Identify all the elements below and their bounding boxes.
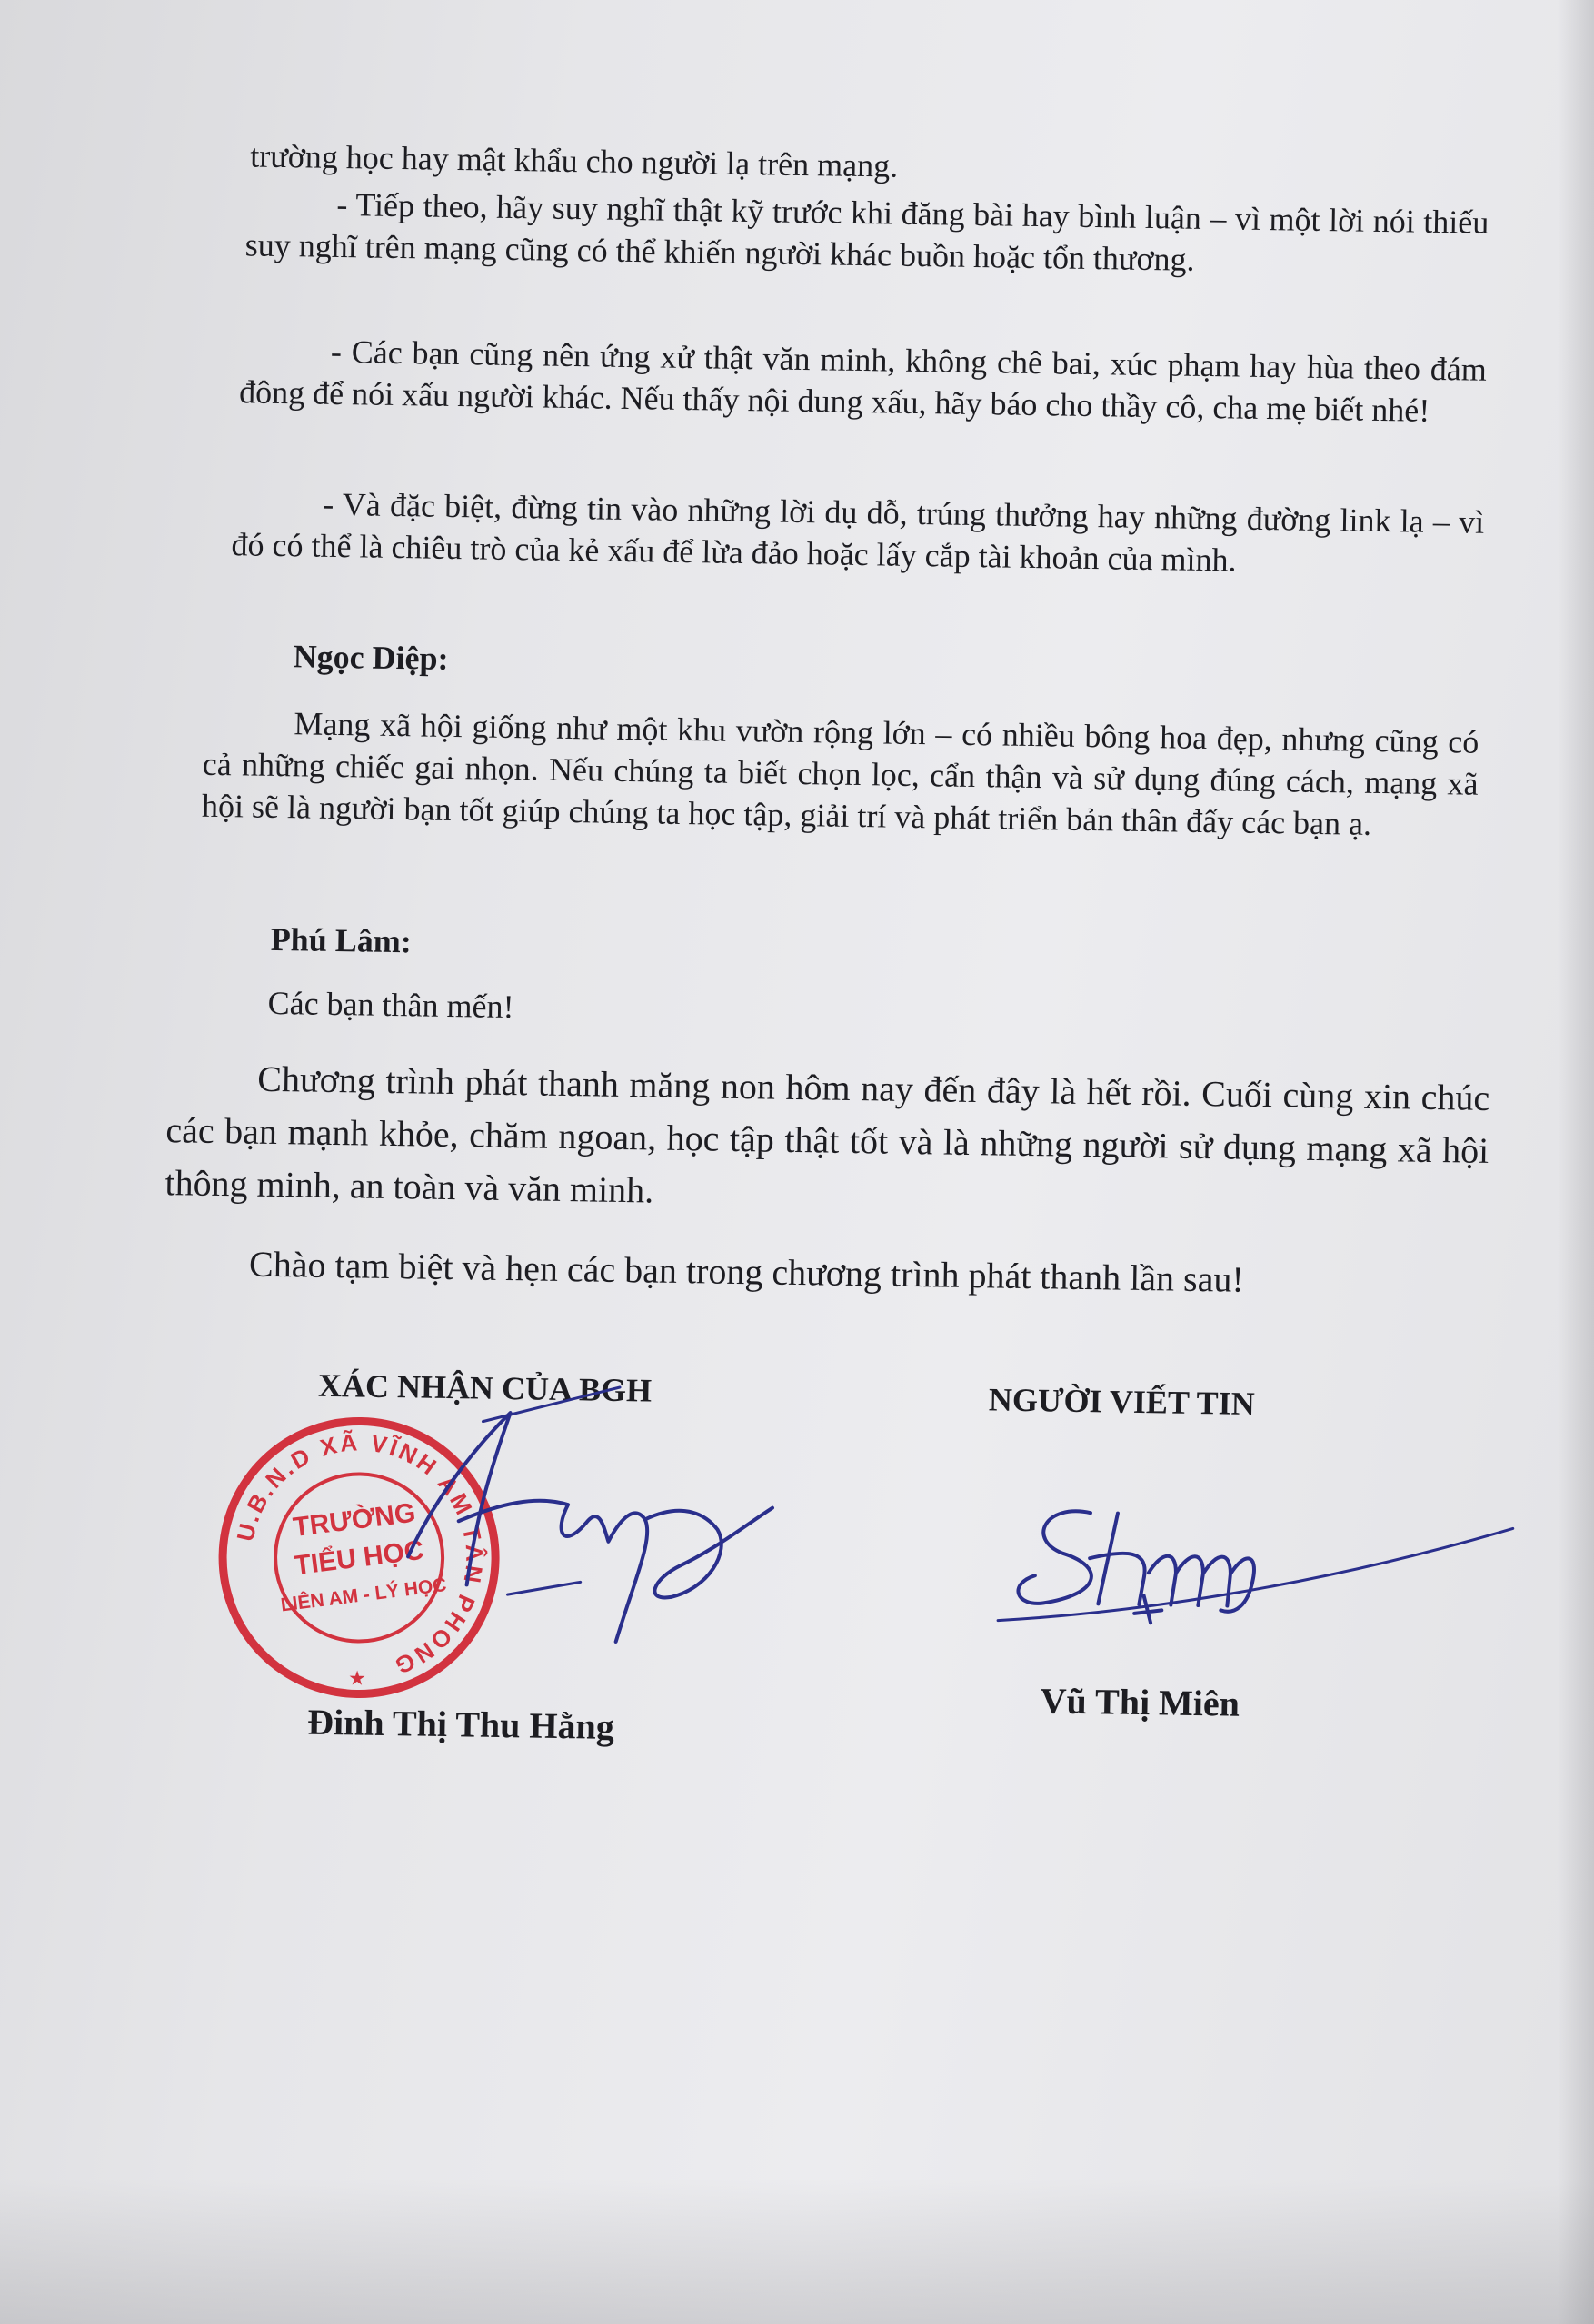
- farewell-text: Chào tạm biệt và hẹn các bạn trong chương trình phát thanh lần sau!: [248, 1243, 1245, 1300]
- speaker-phu-lam: Phú Lâm:: [270, 920, 413, 960]
- paragraph-think-before-posting: - Tiếp theo, hãy suy nghĩ thật kỹ trước khi đăng bài hay bình luận – vì một lời nói thiếu suy nghĩ trên mạng cũng có thể khiến người khác buồn hoặc tổn thương.: [244, 185, 1489, 278]
- paragraph-civil-behavior: - Các bạn cũng nên ứng xử thật văn minh, không chê bai, xúc phạm hay hùa theo đám đông để nói xấu người khác. Nếu thấy nội dung xấu, hãy báo cho thầy cô, cha mẹ biết nhé!: [238, 333, 1488, 429]
- principal-name: Đinh Thị Thu Hằng: [306, 1701, 615, 1747]
- writer-heading: NGƯỜI VIẾT TIN: [988, 1381, 1255, 1422]
- speaker-ngoc-diep: Ngọc Diệp:: [293, 638, 449, 677]
- greeting-text: Các bạn thân mến!: [267, 984, 514, 1026]
- paragraph-continuation: trường học hay mật khẩu cho người lạ trên mạng.: [249, 137, 899, 184]
- writer-name: Vũ Thị Miên: [1040, 1680, 1240, 1724]
- paragraph-scam-warning: - Và đặc biệt, đừng tin vào những lời dụ dỗ, trúng thưởng hay những đường link lạ – vì đó có thể là chiêu trò của kẻ xấu để lừa đảo hoặc lấy cắp tài khoản của mình.: [231, 485, 1485, 579]
- seal-line-3: LIÊN AM - LÝ HỌC: [279, 1574, 448, 1616]
- paragraph-social-garden: Mạng xã hội giống như một khu vườn rộng lớn – có nhiều bông hoa đẹp, nhưng cũng có cả những chiếc gai nhọn. Nếu chúng ta biết chọn lọc, cẩn thận và sử dụng đúng cách, mạng xã hội sẽ là người bạn tốt giúp chúng ta học tập, giải trí và phát triển bản thân đấy các bạn ạ.: [201, 705, 1479, 842]
- seal-outer-text: U.B.N.D XÃ VĨNH AM TÂN PHONG: [231, 1428, 489, 1681]
- principal-signature-icon: [370, 1366, 783, 1663]
- approval-heading: XÁC NHẬN CỦA BGH: [317, 1366, 653, 1409]
- writer-signature-icon: [989, 1484, 1518, 1637]
- seal-line-1: TRƯỜNG: [291, 1497, 418, 1544]
- svg-text:★: ★: [347, 1666, 367, 1690]
- seal-line-2: TIỂU HỌC: [292, 1534, 426, 1582]
- closing-paragraph: Chương trình phát thanh măng non hôm nay đến đây là hết rồi. Cuối cùng xin chúc các bạn mạnh khỏe, chăm ngoan, học tập thật tốt và là những người sử dụng mạng xã hội thông minh, an toàn và văn minh.: [164, 1058, 1490, 1211]
